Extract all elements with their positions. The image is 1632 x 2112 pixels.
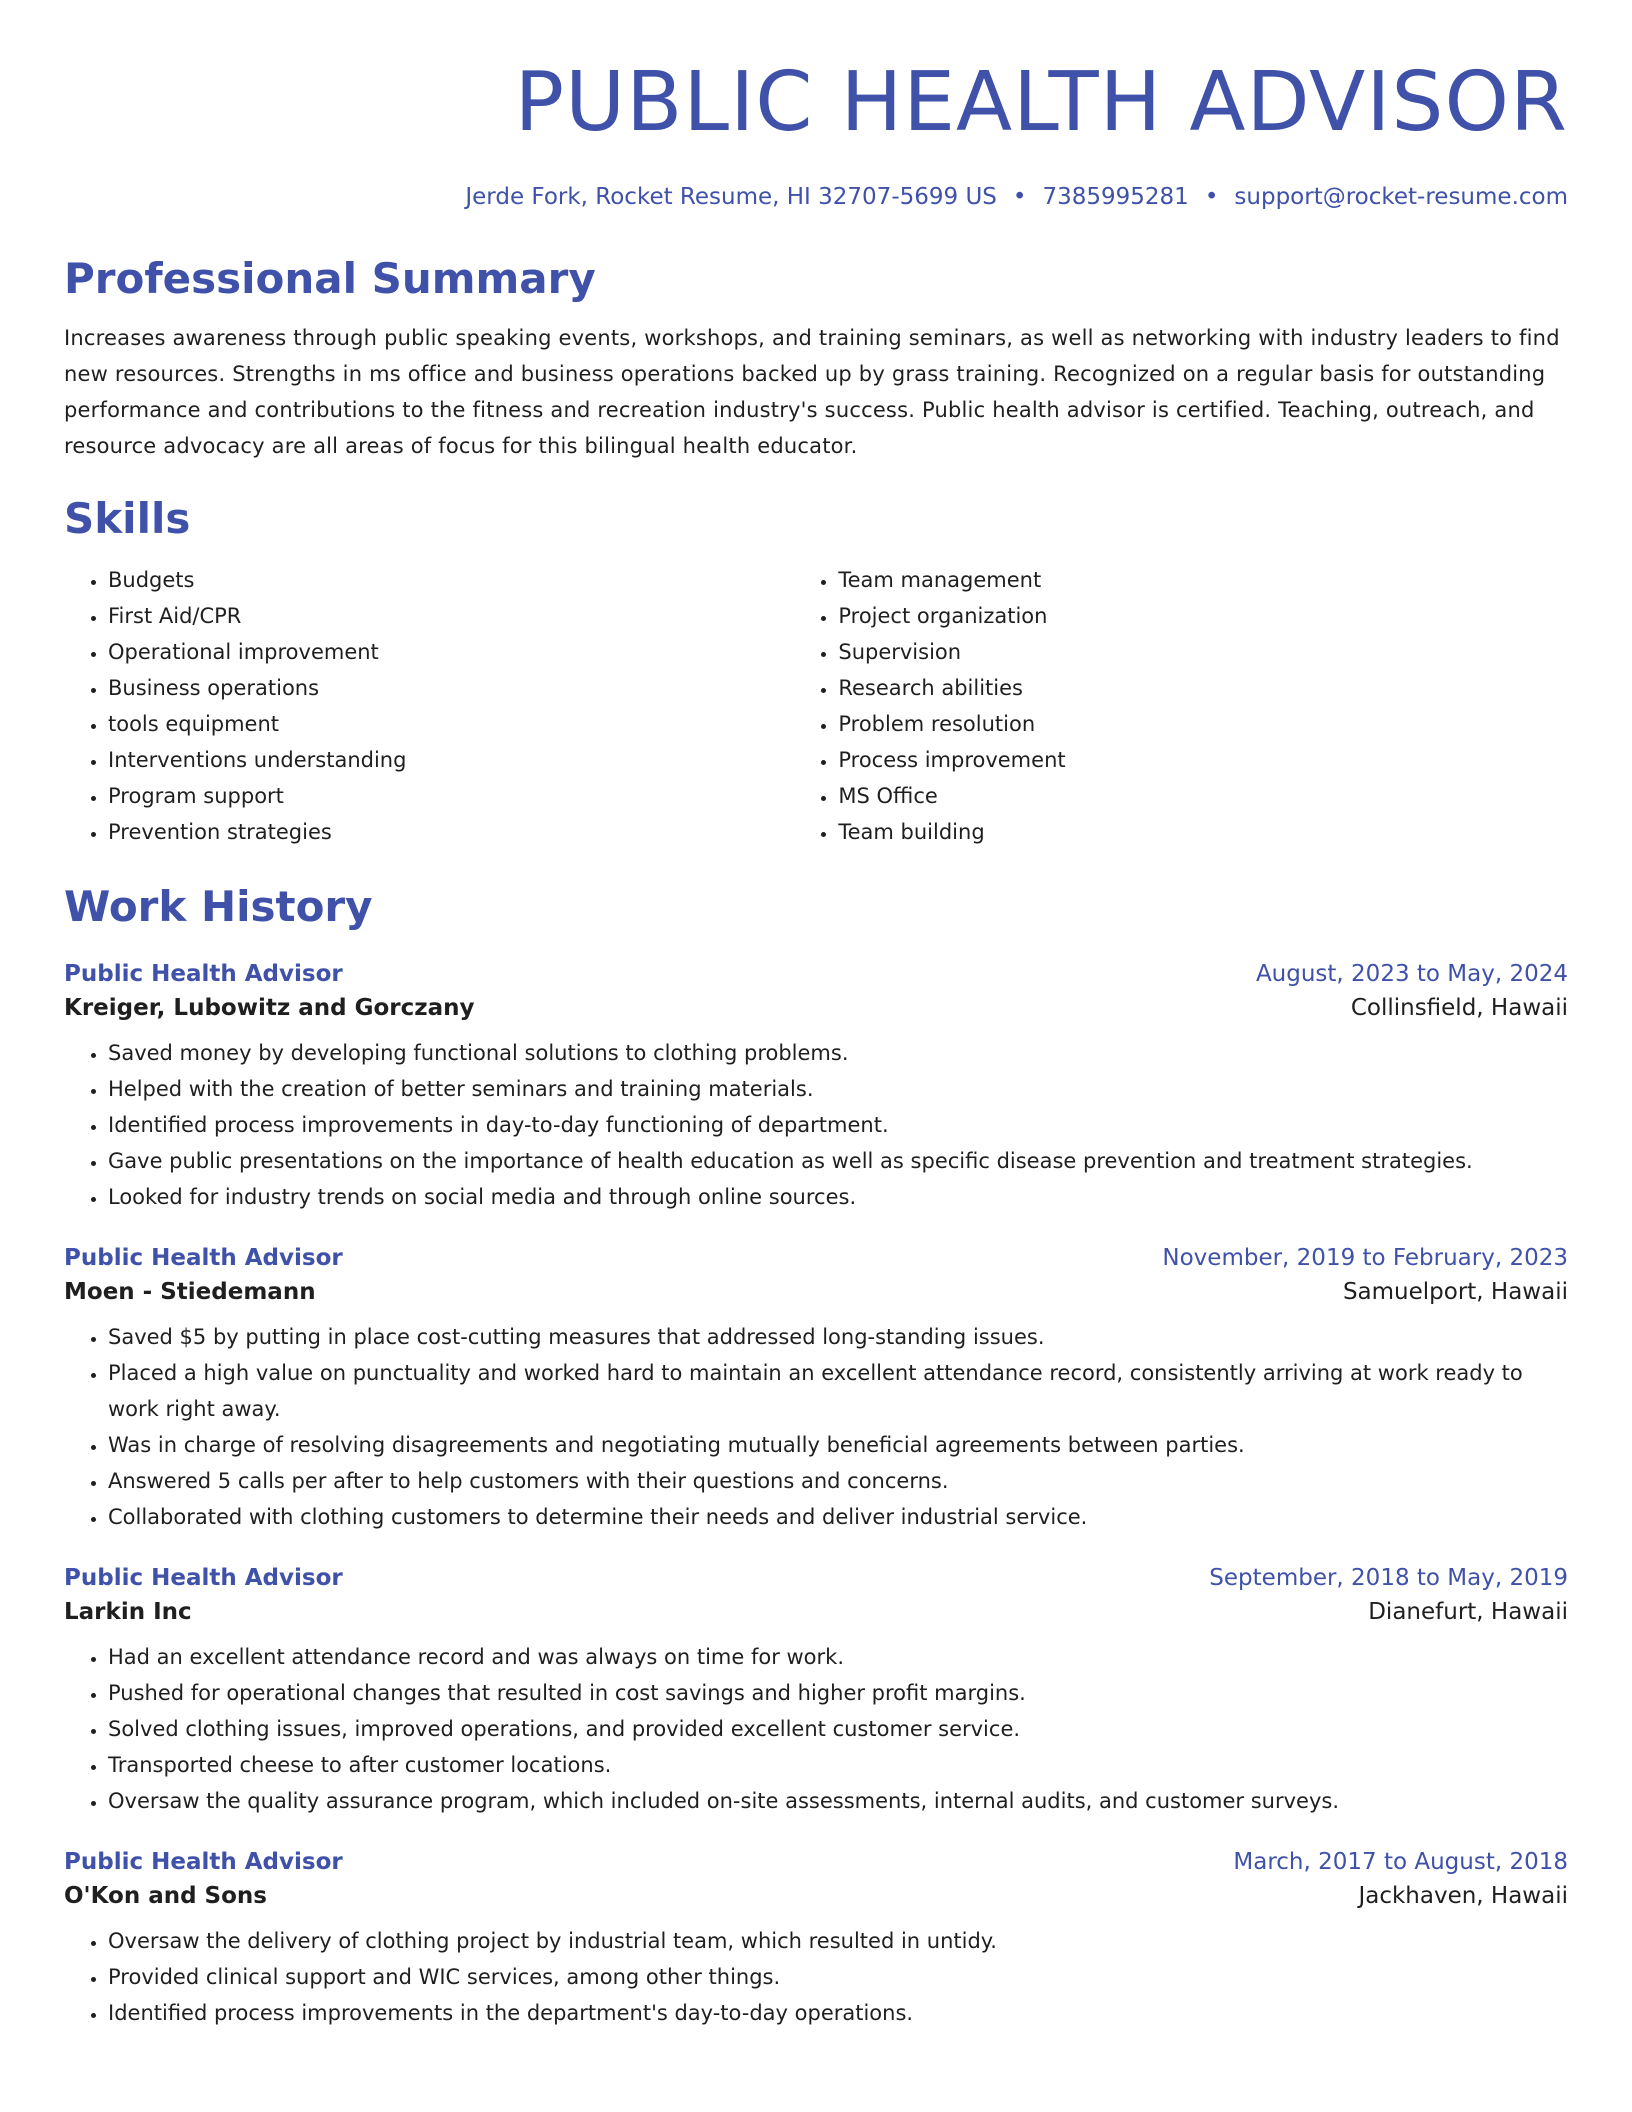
- summary-heading: Professional Summary: [64, 254, 596, 303]
- job-header: [64, 1245, 1568, 1271]
- job-bullet: • Looked for industry trends on social media and through online sources.: [108, 1179, 1568, 1215]
- job-bullet: • Oversaw the delivery of clothing project by industrial team, which resulted in untidy.: [108, 1923, 1568, 1959]
- job-subheader: [64, 1883, 1568, 1909]
- job-subheader: [64, 995, 1568, 1021]
- job-title: Public Health Advisor: [64, 960, 343, 987]
- job-bullet: • Had an excellent attendance record and was always on time for work.: [108, 1639, 1568, 1675]
- resume-page: [64, 0, 1568, 2031]
- skill-item: • Business operations: [108, 670, 794, 706]
- job-bullet: • Collaborated with clothing customers to determine their needs and deliver industrial service.: [108, 1499, 1568, 1535]
- job-bullet: • Saved $5 by putting in place cost-cutting measures that addressed long-standing issues.: [108, 1319, 1568, 1355]
- job-company: O'Kon and Sons: [64, 1882, 267, 1909]
- job-bullet: • Pushed for operational changes that resulted in cost savings and higher profit margins.: [108, 1675, 1568, 1711]
- job-bullet: • Transported cheese to after customer locations.: [108, 1747, 1568, 1783]
- skills-columns: [64, 562, 1568, 850]
- skill-item: • Interventions understanding: [108, 742, 794, 778]
- job-title: Public Health Advisor: [64, 1564, 343, 1591]
- skill-item: • Problem resolution: [838, 706, 1568, 742]
- skill-item: • Program support: [108, 778, 794, 814]
- job-location: Jackhaven, Hawaii: [1358, 1882, 1568, 1909]
- contact-line: [64, 184, 1568, 210]
- job-bullet: • Placed a high value on punctuality and worked hard to maintain an excellent attendance record, consistently arriving at work ready to work right away.: [108, 1355, 1568, 1427]
- job-dates: March, 2017 to August, 2018: [1233, 1848, 1568, 1875]
- skill-item: • MS Office: [838, 778, 1568, 814]
- skill-item: • Project organization: [838, 598, 1568, 634]
- skill-item: • First Aid/CPR: [108, 598, 794, 634]
- job-header: [64, 1565, 1568, 1591]
- job-subheader: [64, 1599, 1568, 1625]
- job-bullet: • Identified process improvements in day-to-day functioning of department.: [108, 1107, 1568, 1143]
- job-company: Kreiger, Lubowitz and Gorczany: [64, 994, 475, 1021]
- skills-list-right: [794, 562, 1568, 850]
- job-company: Moen - Stiedemann: [64, 1278, 316, 1305]
- job-bullets: [64, 1035, 1568, 1215]
- job-bullet: • Answered 5 calls per after to help customers with their questions and concerns.: [108, 1463, 1568, 1499]
- job-dates: August, 2023 to May, 2024: [1255, 960, 1568, 987]
- skill-item: • Research abilities: [838, 670, 1568, 706]
- skill-item: • Operational improvement: [108, 634, 794, 670]
- skill-item: • Prevention strategies: [108, 814, 794, 850]
- job-bullet: • Helped with the creation of better seminars and training materials.: [108, 1071, 1568, 1107]
- contact-separator: •: [1204, 184, 1219, 210]
- resume-title: PUBLIC HEALTH ADVISOR: [514, 55, 1568, 150]
- contact-separator: •: [1012, 184, 1027, 210]
- job-entry: [64, 961, 1568, 1215]
- skill-item: • Supervision: [838, 634, 1568, 670]
- job-location: Samuelport, Hawaii: [1342, 1278, 1568, 1305]
- work-history-heading: Work History: [64, 882, 373, 932]
- job-company: Larkin Inc: [64, 1598, 192, 1625]
- contact-address: Jerde Fork, Rocket Resume, HI 32707-5699 US: [465, 184, 997, 210]
- summary-text: Increases awareness through public speaking events, workshops, and training seminars, as well as networking with industry leaders to find new resources. Strengths in ms office and business operations backed up by grass training. Recognized on a regular basis for outstanding performance and contributions to the fitness and recreation industry's success. Public health advisor is certified. Teaching, outreach, and resource advocacy are all areas of focus for this bilingual health educator.: [64, 326, 1560, 459]
- contact-email: support@rocket-resume.com: [1234, 184, 1568, 210]
- job-entry: [64, 1245, 1568, 1535]
- job-bullets: [64, 1319, 1568, 1535]
- skill-item: • Team building: [838, 814, 1568, 850]
- job-subheader: [64, 1279, 1568, 1305]
- job-bullet: • Oversaw the quality assurance program, which included on-site assessments, internal audits, and customer surveys.: [108, 1783, 1568, 1819]
- job-bullet: • Identified process improvements in the department's day-to-day operations.: [108, 1995, 1568, 2031]
- skill-item: • tools equipment: [108, 706, 794, 742]
- job-dates: November, 2019 to February, 2023: [1162, 1244, 1568, 1271]
- job-bullet: • Gave public presentations on the importance of health education as well as specific disease prevention and treatment strategies.: [108, 1143, 1568, 1179]
- skills-heading: Skills: [64, 494, 191, 544]
- job-entry: [64, 1849, 1568, 2031]
- job-bullet: • Was in charge of resolving disagreements and negotiating mutually beneficial agreements between parties.: [108, 1427, 1568, 1463]
- job-title: Public Health Advisor: [64, 1848, 343, 1875]
- job-bullet: • Provided clinical support and WIC services, among other things.: [108, 1959, 1568, 1995]
- job-header: [64, 1849, 1568, 1875]
- job-bullet: • Solved clothing issues, improved operations, and provided excellent customer service.: [108, 1711, 1568, 1747]
- job-bullets: [64, 1923, 1568, 2031]
- skill-item: • Team management: [838, 562, 1568, 598]
- job-location: Collinsfield, Hawaii: [1350, 994, 1568, 1021]
- job-header: [64, 961, 1568, 987]
- job-location: Dianefurt, Hawaii: [1368, 1598, 1568, 1625]
- job-dates: September, 2018 to May, 2019: [1209, 1564, 1568, 1591]
- skill-item: • Budgets: [108, 562, 794, 598]
- job-bullet: • Saved money by developing functional solutions to clothing problems.: [108, 1035, 1568, 1071]
- job-entry: [64, 1565, 1568, 1819]
- job-bullets: [64, 1639, 1568, 1819]
- skills-list-left: [64, 562, 794, 850]
- skill-item: • Process improvement: [838, 742, 1568, 778]
- contact-phone: 7385995281: [1042, 184, 1189, 210]
- job-title: Public Health Advisor: [64, 1244, 343, 1271]
